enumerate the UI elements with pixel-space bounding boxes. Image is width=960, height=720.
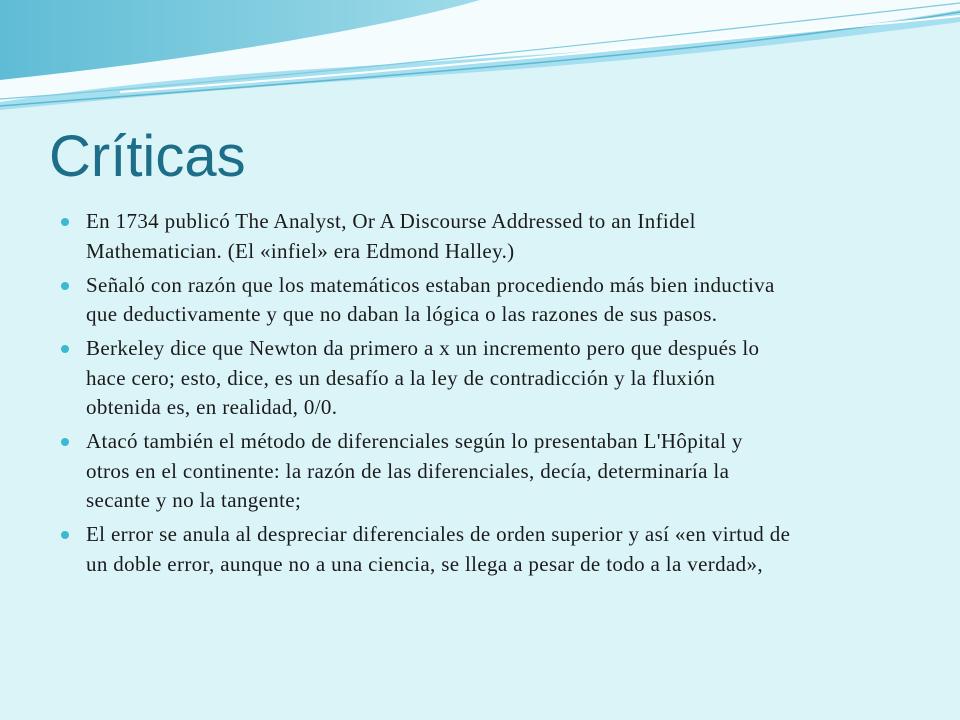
bullet-dot-icon — [61, 345, 69, 353]
bullet-item — [86, 520, 936, 579]
slide-title: Críticas — [49, 124, 246, 189]
bullet-dot-icon — [61, 531, 69, 539]
bullet-line: Mathematician. (El «infiel» era Edmond Halley.) — [86, 238, 515, 263]
bullet-list — [86, 207, 936, 584]
bullet-line: Señaló con razón que los matemáticos estaban procediendo más bien inductiva — [86, 272, 775, 297]
bullet-item — [86, 271, 936, 330]
bullet-item — [86, 207, 936, 266]
bullet-line: El error se anula al despreciar diferenciales de orden superior y así «en virtud de — [86, 522, 791, 546]
bullet-item — [86, 334, 936, 423]
bullet-line: En 1734 publicó The Analyst, Or A Discourse Addressed to an Infidel — [86, 209, 696, 233]
bullet-line: que deductivamente y que no daban la lógica o las razones de sus pasos. — [86, 302, 718, 326]
bullet-line: obtenida es, en realidad, 0/0. — [86, 395, 338, 419]
bullet-line: Atacó también el método de diferenciales según lo presentaban L'Hôpital y — [86, 429, 743, 453]
bullet-dot-icon — [61, 282, 69, 290]
bullet-line: secante y no la tangente; — [86, 488, 302, 512]
bullet-line: un doble error, aunque no a una ciencia, se llega a pesar de todo a la verdad», — [86, 551, 763, 576]
header-wave-decoration — [0, 0, 960, 130]
bullet-line: otros en el continente: la razón de las diferenciales, decía, determinaría la — [86, 458, 730, 483]
bullet-dot-icon — [61, 218, 69, 226]
bullet-line: Berkeley dice que Newton da primero a x un incremento pero que después lo — [86, 336, 760, 360]
bullet-line: hace cero; esto, dice, es un desafío a la ley de contradicción y la fluxión — [86, 365, 716, 390]
bullet-dot-icon — [61, 438, 69, 446]
bullet-item — [86, 427, 936, 516]
